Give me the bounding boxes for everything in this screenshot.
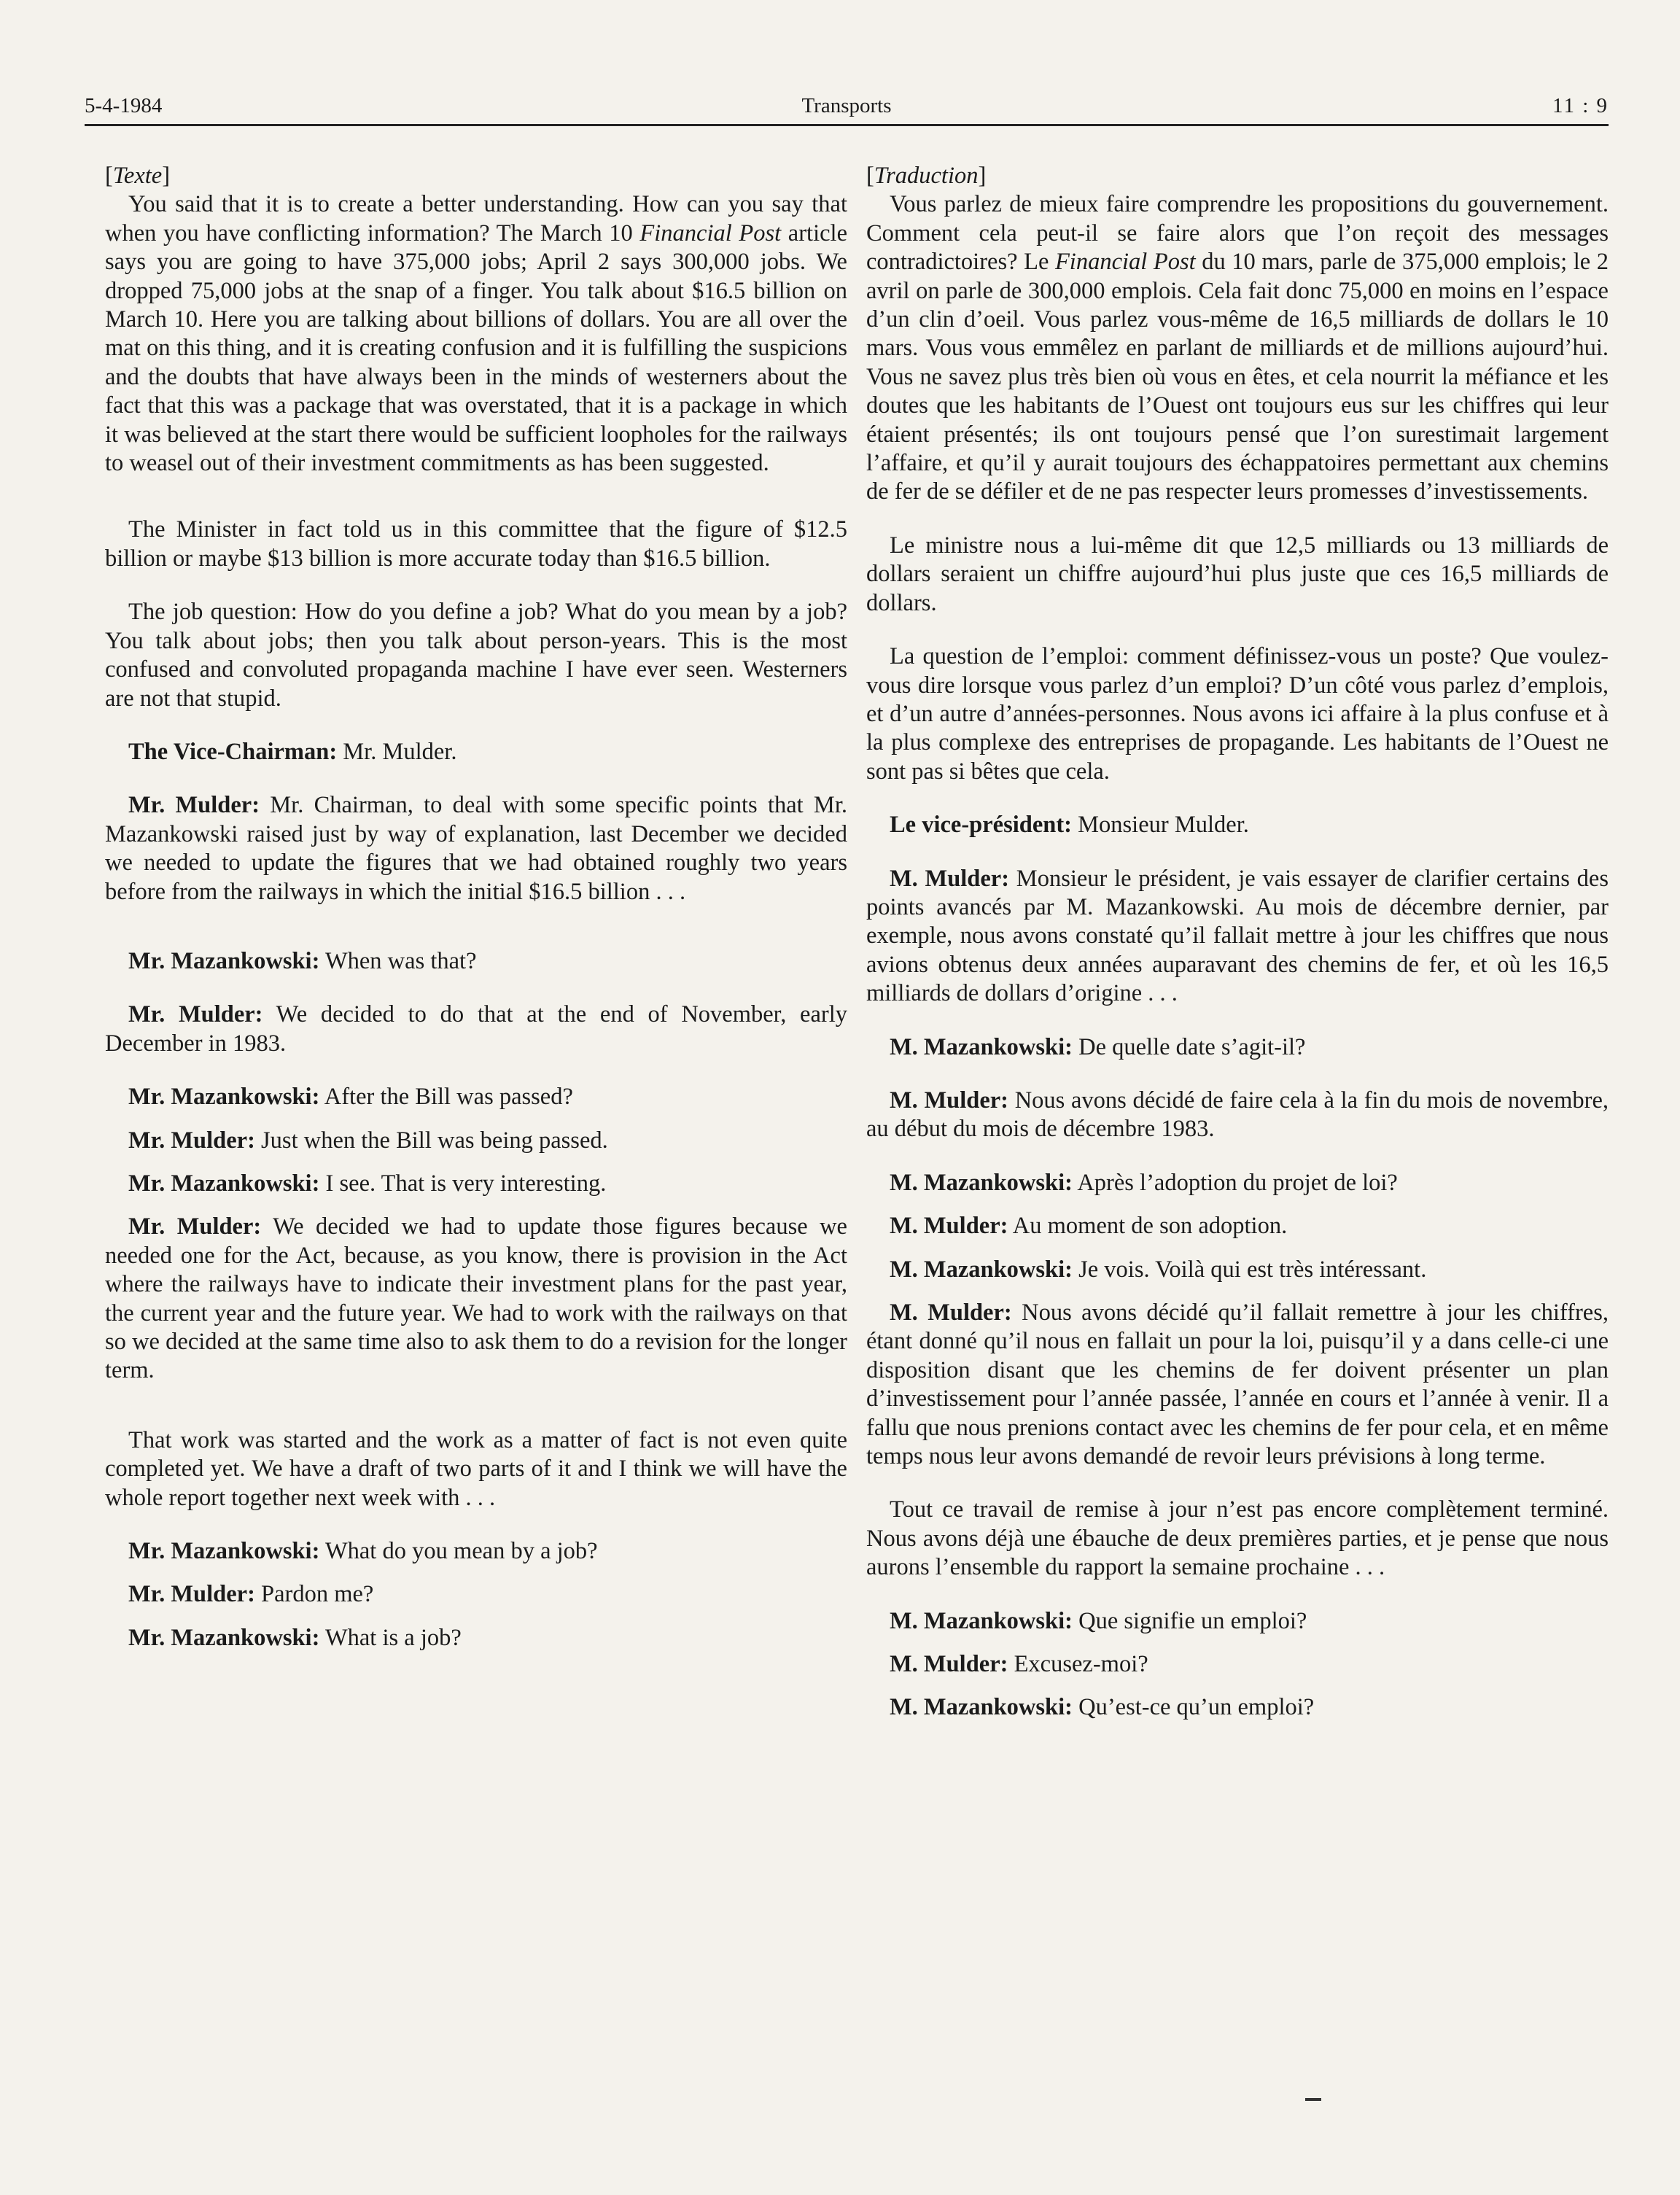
- paragraph: La question de l’emploi: comment définissez-vous un poste? Que voulez-vous dire lorsque vous parlez d’un emploi? D’un côté vous parlez d’emplois, et d’un autre d’années-personnes. Nous avons ici affaire à la plus confuse et à la plus complexe des entreprises de propagande. Les habitants de l’Ouest ne sont pas si bêtes que cela.: [866, 643, 1609, 785]
- speaker-name: M. Mazankowski:: [890, 1694, 1073, 1721]
- speech: M. Mazankowski: Après l’adoption du projet de loi?: [890, 1169, 1398, 1196]
- speaker-name: M. Mulder:: [890, 1087, 1009, 1114]
- speech: M. Mulder: Nous avons décidé qu’il fallait remettre à jour les chiffres, étant donné qu’il nous en fallait un pour la loi, puisqu’il y a dans celle-ci une disposition disant que les chemins de fer doivent présenter un plan d’investissement pour l’année passée, l’année en cours et l’année à venir. Il a fallu que nous prenions contact avec les chemins de fer pour cela, et en même temps nous leur avons demandé de revoir leurs prévisions à long terme.: [866, 1299, 1609, 1470]
- speech: Mr. Mazankowski: After the Bill was passed?: [128, 1084, 573, 1111]
- speech: Mr. Mulder: We decided to do that at the end of November, early December in 1983.: [105, 1001, 847, 1057]
- french-column: [866, 162, 1609, 1722]
- speech: Le vice-président: Monsieur Mulder.: [890, 812, 1249, 839]
- speech: M. Mazankowski: De quelle date s’agit-il?: [890, 1033, 1306, 1060]
- paragraph: The job question: How do you define a job? What do you mean by a job? You talk about jobs; then you talk about person-years. This is the most confused and convoluted propaganda machine I have ever seen. Westerners are not that stupid.: [105, 599, 847, 712]
- paragraph: That work was started and the work as a matter of fact is not even quite completed yet. We have a draft of two parts of it and I think we will have the whole report together next week with . . .: [105, 1426, 847, 1511]
- speaker-name: M. Mazankowski:: [890, 1169, 1073, 1196]
- speaker-name: Mr. Mulder:: [128, 1213, 262, 1240]
- speaker-name: M. Mulder:: [890, 865, 1010, 892]
- paragraph: The Minister in fact told us in this committee that the figure of $12.5 billion or maybe $13 billion is more accurate today than $16.5 billion.: [105, 516, 847, 572]
- speaker-name: Mr. Mazankowski:: [128, 1538, 320, 1565]
- speaker-name: M. Mazankowski:: [890, 1033, 1073, 1060]
- speech: Mr. Mulder: Just when the Bill was being passed.: [128, 1127, 608, 1154]
- page-mark: [1305, 2098, 1321, 2101]
- speaker-name: Mr. Mulder:: [128, 1127, 255, 1154]
- speaker-name: Mr. Mulder:: [128, 792, 260, 819]
- header-title: Transports: [801, 94, 892, 117]
- speaker-name: M. Mulder:: [890, 1299, 1012, 1326]
- speech: The Vice-Chairman: Mr. Mulder.: [128, 738, 457, 765]
- speech: Mr. Mulder: We decided we had to update those figures because we needed one for the Act, because, as you know, there is provision in the Act where the railways have to indicate their investment plans for the past year, the current year and the future year. We had to work with the railways on that so we decided at the same time also to ask them to do a revision for the longer term.: [105, 1213, 847, 1384]
- paragraph: You said that it is to create a better understanding. How can you say that when you have conflicting information? The March 10 Financial Post article says you are going to have 375,000 jobs; April 2 says 300,000 jobs. We dropped 75,000 jobs at the snap of a finger. You talk about $16.5 billion on March 10. Here you are talking about billions of dollars. You are all over the mat on this thing, and it is creating confusion and it is fulfilling the suspicions and the doubts that have always been in the minds of westerners about the fact that this was a package that was overstated, that it is a package in which it was believed at the start there would be sufficient loopholes for the railways to weasel out of their investment commitments as has been suggested.: [105, 191, 847, 477]
- speaker-name: Mr. Mulder:: [128, 1581, 255, 1608]
- speech: M. Mazankowski: Je vois. Voilà qui est très intéressant.: [890, 1256, 1427, 1283]
- speaker-name: The Vice-Chairman:: [128, 738, 338, 765]
- header-page-number: 11 : 9: [1552, 94, 1609, 117]
- speaker-name: M. Mulder:: [890, 1651, 1008, 1678]
- speech: M. Mulder: Monsieur le président, je vais essayer de clarifier certains des points avancés par M. Mazankowski. Au mois de décembre dernier, par exemple, nous avons constaté qu’il fallait mettre à jour les chiffres que nous avions obtenus deux années auparavant des chemins de fer, et où les 16,5 milliards de dollars d’origine . . .: [866, 865, 1609, 1007]
- speaker-name: Mr. Mazankowski:: [128, 1170, 320, 1197]
- paragraph: Vous parlez de mieux faire comprendre les propositions du gouvernement. Comment cela peut-il se faire alors que l’on reçoit des messages contradictoires? Le Financial Post du 10 mars, parle de 375,000 emplois; le 2 avril on parle de 300,000 emplois. Cela fait donc 75,000 en moins en l’espace d’un clin d’oeil. Vous parlez vous-même de 16,5 milliards de dollars le 10 mars. Vous vous emmêlez en parlant de milliards et de millions aujourd’hui. Vous ne savez plus très bien où vous en êtes, et cela nourrit la méfiance et les doutes que les habitants de l’Ouest ont toujours eus sur les chiffres qui leur étaient présentés; ils ont toujours pensé que l’on surestimait largement l’affaire, et qu’il y aurait toujours des échappatoires permettant aux chemins de fer de se défiler et de ne pas respecter leurs promesses d’investissements.: [866, 191, 1609, 505]
- speech: M. Mulder: Au moment de son adoption.: [890, 1213, 1288, 1240]
- speech: Mr. Mulder: Mr. Chairman, to deal with some specific points that Mr. Mazankowski raised just by way of explanation, last December we decided we needed to update the figures that we had obtained roughly two years before from the railways in which the initial $16.5 billion . . .: [105, 792, 847, 905]
- speech: Mr. Mazankowski: When was that?: [128, 947, 477, 974]
- speech: Mr. Mazankowski: What do you mean by a job?: [128, 1538, 598, 1565]
- speaker-name: Mr. Mazankowski:: [128, 1624, 320, 1651]
- section-label-french: [Traduction]: [866, 163, 987, 189]
- speech: Mr. Mazankowski: What is a job?: [128, 1624, 462, 1651]
- header-date: 5-4-1984: [85, 94, 163, 117]
- speech: Mr. Mulder: Pardon me?: [128, 1581, 374, 1608]
- speaker-name: M. Mazankowski:: [890, 1256, 1073, 1283]
- section-label-english: [Texte]: [105, 163, 171, 189]
- speaker-name: Mr. Mulder:: [128, 1001, 263, 1028]
- speech: M. Mazankowski: Que signifie un emploi?: [890, 1607, 1307, 1634]
- speech: Mr. Mazankowski: I see. That is very interesting.: [128, 1170, 607, 1197]
- speech: M. Mulder: Nous avons décidé de faire cela à la fin du mois de novembre, au début du mois de décembre 1983.: [866, 1087, 1609, 1143]
- speech: M. Mulder: Excusez-moi?: [890, 1651, 1148, 1678]
- speaker-name: Mr. Mazankowski:: [128, 947, 320, 974]
- speaker-name: M. Mulder:: [890, 1213, 1008, 1240]
- paragraph: Le ministre nous a lui-même dit que 12,5 milliards ou 13 milliards de dollars seraient un chiffre aujourd’hui plus juste que ces 16,5 milliards de dollars.: [866, 532, 1609, 616]
- english-column: [105, 162, 847, 1652]
- speech: M. Mazankowski: Qu’est-ce qu’un emploi?: [890, 1694, 1315, 1721]
- speaker-name: M. Mazankowski:: [890, 1607, 1073, 1634]
- running-header: [85, 86, 1609, 126]
- speaker-name: Le vice-président:: [890, 812, 1073, 839]
- paragraph: Tout ce travail de remise à jour n’est pas encore complètement terminé. Nous avons déjà une ébauche de deux premières parties, et je pense que nous aurons l’ensemble du rapport la semaine prochaine . . .: [866, 1496, 1609, 1581]
- speaker-name: Mr. Mazankowski:: [128, 1084, 320, 1111]
